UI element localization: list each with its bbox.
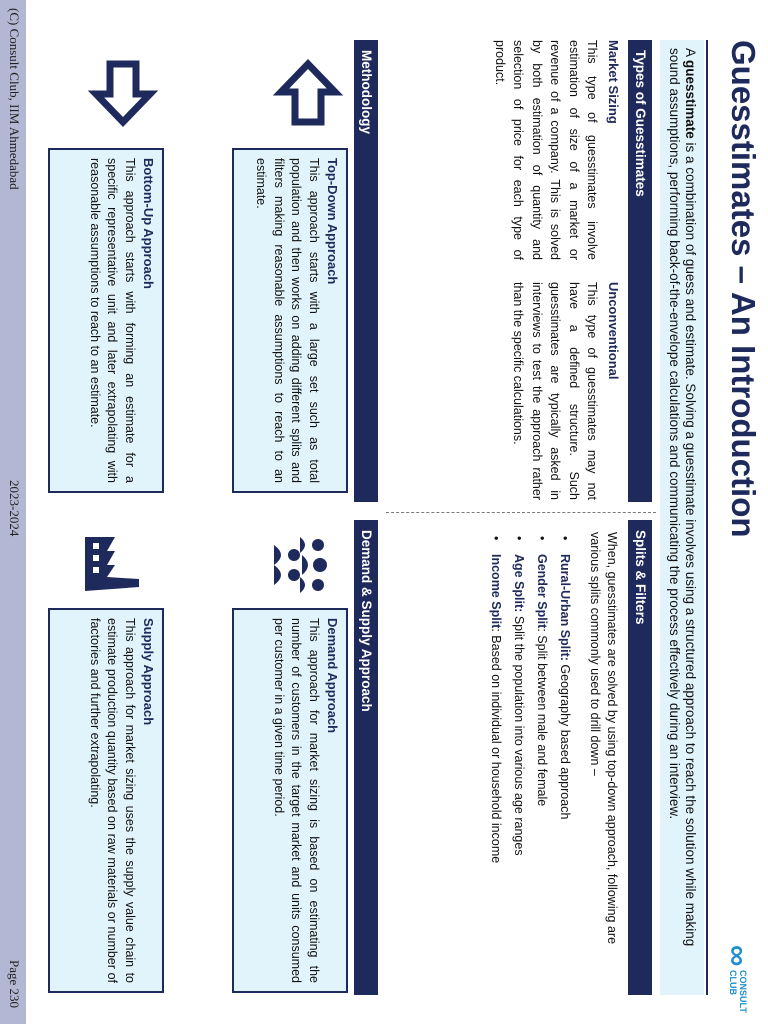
types-heading: Types of Guesstimates [628, 40, 652, 502]
bottom-up-title: Bottom-Up Approach [141, 158, 156, 289]
bottom-up-text: This approach starts with forming an estimate for a specific representative unit and later extrapolating with reasonable assumptions to reach to an estimate. [88, 158, 137, 483]
split-item-age: • Age Split: Split the population into various age ranges [507, 532, 530, 982]
intro-box [660, 40, 704, 995]
intro-text: A guesstimate is a combination of guess and estimate. Solving a guesstimate involves using a structured approach to reach the solution while making sound assumptions, performing back-of-the-envelope calculations and communicating the process effectively during an interview. [667, 48, 698, 947]
factory-icon [83, 535, 143, 595]
demand-supply-heading: Demand & Supply Approach [354, 520, 378, 995]
title-rule [706, 40, 708, 995]
splits-list [484, 532, 576, 982]
footer-copyright: (C) Consult Club, IIM Ahmedabad [7, 8, 22, 190]
people-group-icon [273, 535, 328, 595]
footer-year: 2023-2024 [7, 480, 22, 537]
demand-approach-title: Demand Approach [325, 618, 340, 734]
split-item-income: • Income Split: Based on individual or household income [484, 532, 507, 982]
bottom-up-box [48, 148, 164, 493]
splits-intro-text: When, guesstimates are solved by using top-down approach, following are various splits commonly used to drill down – [588, 532, 619, 945]
page-title: Guesstimates – An Introduction [725, 40, 762, 538]
top-down-box [232, 148, 348, 493]
logo-text-line1: CONSULT [738, 970, 748, 1013]
supply-approach-box [48, 608, 164, 993]
market-sizing-block [491, 40, 623, 260]
split-item-rural-urban: • Rural-Urban Split: Geography based approach [553, 532, 576, 982]
split-item-gender: • Gender Split: Split between male and female [530, 532, 553, 982]
logo-infinity-icon: ∞ [721, 945, 754, 967]
intro-term: guesstimate [683, 60, 698, 139]
methodology-heading: Methodology [354, 40, 378, 502]
splits-heading: Splits & Filters [628, 520, 652, 995]
section-divider [386, 512, 656, 513]
demand-approach-box [232, 608, 348, 993]
arrow-left-outline-icon [273, 58, 343, 128]
unconventional-text: This type of guesstimates may not have a defined structure. Such guesstimates are typically asked in interviews to test the approach rather than the specific calculations. [511, 282, 600, 500]
consult-club-logo [716, 945, 756, 1013]
unconventional-block [509, 282, 622, 500]
supply-approach-text: This approach for market sizing uses the supply value chain to estimate production quantity based on raw materials or number of factories and further extrapolating. [88, 618, 137, 983]
footer-page-number: Page 230 [7, 960, 22, 1009]
market-sizing-text: This type of guesstimates involve estimation of size of a market or revenue of a company. This is solved by both estimation of quantity and selection of price for each type of product. [493, 40, 600, 260]
top-down-text: This approach starts with a large set such as total population and then works on adding different splits and filters making reasonable assumptions to reach to an estimate. [254, 158, 321, 483]
market-sizing-title: Market Sizing [606, 40, 621, 124]
arrow-right-outline-icon [88, 58, 158, 128]
demand-approach-text: This approach for market sizing is based on estimating the number of customers in the target market and units consumed per customer in a given time period. [272, 618, 321, 983]
supply-approach-title: Supply Approach [141, 618, 156, 726]
top-down-title: Top-Down Approach [325, 158, 340, 285]
page-footer [0, 0, 26, 1024]
logo-text-line2: CLUB [728, 970, 738, 995]
unconventional-title: Unconventional [606, 282, 621, 380]
